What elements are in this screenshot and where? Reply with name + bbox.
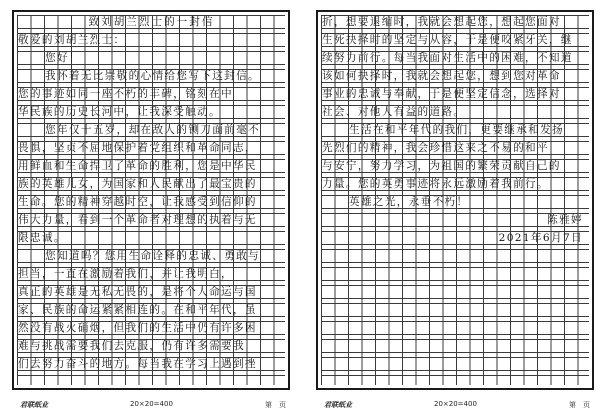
text-line: 们去努力奋斗的地方。每当我在学习上遇到挫: [18, 358, 257, 370]
text-line: 力量。您的英勇事迹将永远激励着我前行。: [322, 178, 549, 190]
paper-brand: 君联纸业: [324, 401, 352, 409]
left-text-lines: [17, 15, 285, 375]
text-line: 事业的忠诚与奉献，于是便坚定信念，选择对: [322, 88, 561, 100]
text-line: 伟大力量，看到一个革命者对理想的执着与无: [18, 214, 257, 226]
text-line: 您知道吗？您用生命诠释的忠诚、勇敢与: [45, 250, 260, 262]
text-line: 难与挑战需要我们去克服，仍有许多需要我: [18, 340, 245, 352]
salutation: 敬爱的刘胡兰烈士：: [18, 34, 126, 46]
text-line: 担当，一直在激励着我们，并让我明白，: [18, 268, 233, 280]
right-manuscript-page: [316, 10, 594, 390]
text-line: 生活在和平年代的我们，更要继承和发扬: [349, 124, 564, 136]
empty-line: [321, 303, 589, 321]
text-line: 真正的英雄是无私无畏的，是将个人命运与国: [18, 286, 257, 298]
empty-line: [321, 339, 589, 357]
empty-line: [321, 321, 589, 339]
right-text-lines: [321, 15, 589, 375]
text-line: 您的事迹如同一座不朽的丰碑，铭刻在中: [18, 88, 233, 100]
text-line: 我怀着无比崇敬的心情给您写下这封信。: [45, 70, 260, 82]
text-line: 续努力前行。每当我面对生活中的困难，不知道: [322, 52, 573, 64]
grid-spec: 20×20=400: [434, 400, 477, 408]
paper-brand: 君联纸业: [20, 401, 48, 409]
text-line: 限忠诚。: [18, 232, 66, 244]
text-line: 生死抉择时的坚定与从容，于是便咬紧牙关，继: [322, 34, 573, 46]
text-line: 华民族的历史长河中，让我深受触动。: [18, 106, 222, 118]
text-line: 生命。您的精神穿越时空，让我感受到信仰的: [18, 196, 257, 208]
page-number-label: 第 页: [569, 401, 590, 409]
empty-line: [321, 249, 589, 267]
text-line: 折，想要退缩时，我就会想起您，想起您面对: [322, 16, 561, 28]
left-manuscript-page: [12, 10, 290, 390]
empty-line: [321, 357, 589, 375]
closing-line: 英雄之光，永垂不朽！: [349, 196, 469, 208]
text-line: 您年仅十五岁，却在敌人的铡刀面前毫不: [45, 124, 260, 136]
text-line: 用鲜血和生命捍卫了革命的胜利，您是中华民: [18, 160, 257, 172]
text-line: 畏惧，坚贞不屈地保护着党组织和革命同志，: [18, 142, 257, 154]
text-line: 先烈们的精神，我会珍惜这来之不易的和平: [322, 142, 549, 154]
letter-title: 致刘胡兰烈士的一封信: [88, 16, 215, 28]
text-line: 家、民族的命运紧紧相连的。在和平年代，虽: [18, 304, 257, 316]
text-line: 该如何抉择时，我就会想起您，想到您对革命: [322, 70, 561, 82]
text-line: 与安宁，努力学习，为祖国的繁荣贡献自己的: [322, 160, 561, 172]
letter-date: 2021年6月7日: [498, 232, 583, 244]
signature: 陈雅婷: [547, 214, 583, 226]
empty-line: [321, 267, 589, 285]
grid-spec: 20×20=400: [130, 400, 173, 408]
text-line: 社会、对他人有益的道路。: [322, 106, 466, 118]
greeting: 您好！: [45, 52, 81, 64]
empty-line: [321, 285, 589, 303]
page-number-label: 第 页: [265, 401, 286, 409]
text-line: 然没有战火硝烟，但我们的生活中仍有许多困: [18, 322, 257, 334]
text-line: 族的英雄儿女，为国家和人民献出了最宝贵的: [18, 178, 257, 190]
